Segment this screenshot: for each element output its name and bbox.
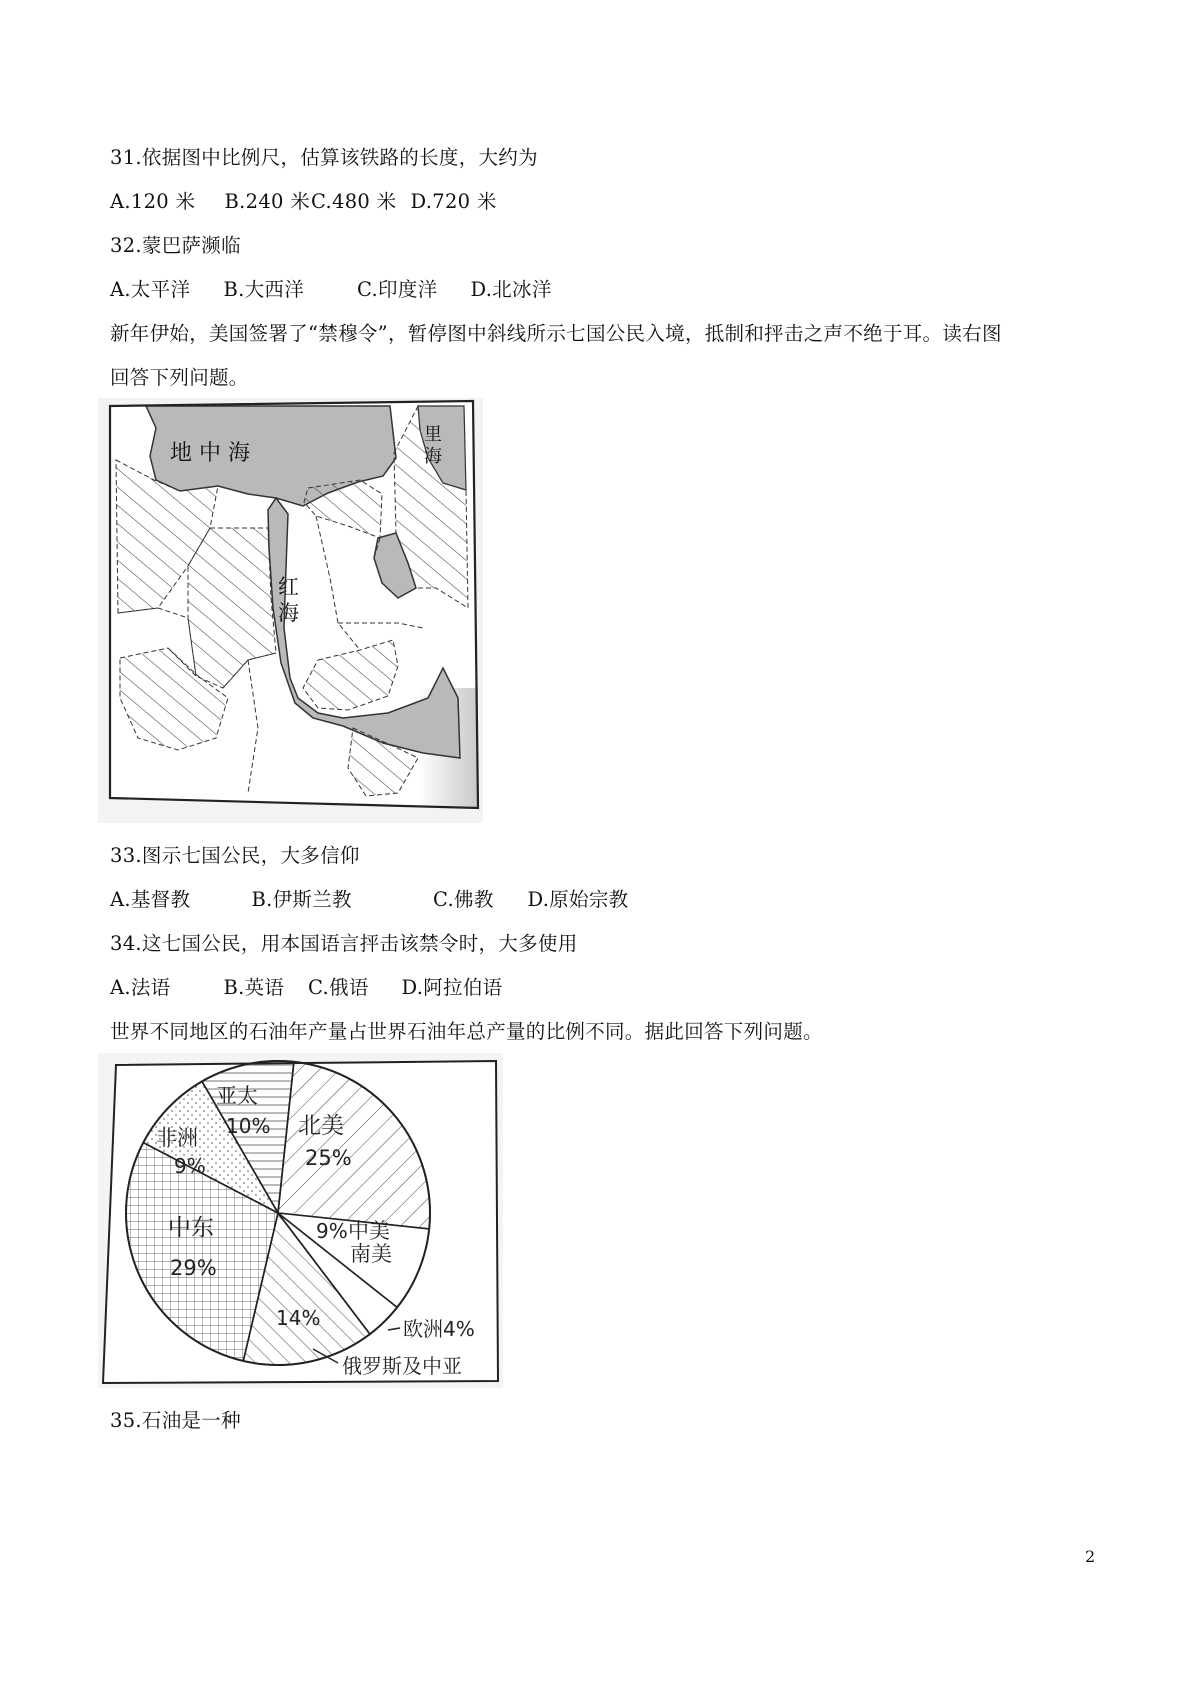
- travel-ban-intro-line-1: 新年伊始，美国签署了“禁穆令”，暂停图中斜线所示七国公民入境，抵制和抨击之声不绝于耳。读右图: [110, 322, 1002, 345]
- label-central-south-america-name-2: 南美: [350, 1242, 392, 1266]
- option-b: B.240 米: [224, 190, 311, 213]
- oil-intro: 世界不同地区的石油年产量占世界石油年总产量的比例不同。据此回答下列问题。: [110, 1020, 823, 1043]
- label-north-america-name: 北美: [298, 1113, 344, 1139]
- label-russia-name: 俄罗斯及中亚: [342, 1354, 462, 1378]
- label-asia-pacific-name: 亚太: [216, 1084, 258, 1108]
- label-caspian-1: 里: [424, 424, 442, 445]
- question-34-stem: 34.这七国公民，用本国语言抨击该禁令时，大多使用: [110, 932, 578, 955]
- question-32-options: [110, 274, 552, 302]
- travel-ban-intro-line-2: 回答下列问题。: [110, 366, 249, 389]
- question-35-stem: 35.石油是一种: [110, 1409, 241, 1432]
- page-number: 2: [1085, 1547, 1096, 1566]
- question-31-stem: 31.依据图中比例尺，估算该铁路的长度，大约为: [110, 146, 538, 169]
- option-b: B.伊斯兰教: [251, 888, 352, 911]
- oil-production-pie-figure: [98, 1053, 503, 1388]
- label-europe: 欧洲4%: [403, 1317, 475, 1341]
- label-red-sea-1: 红: [278, 575, 299, 599]
- label-russia-value: 14%: [276, 1306, 321, 1330]
- question-33-options: [110, 884, 628, 912]
- question-33-stem: 33.图示七国公民，大多信仰: [110, 844, 360, 867]
- question-31-options: [110, 186, 497, 214]
- label-middle-east-name: 中东: [168, 1215, 214, 1241]
- oil-production-pie-chart: [98, 1053, 503, 1388]
- middle-east-map: [98, 398, 483, 823]
- option-c: C.印度洋: [357, 278, 438, 301]
- label-asia-pacific-value: 10%: [226, 1114, 271, 1138]
- option-c: C.480 米: [311, 190, 397, 213]
- label-central-south-america-value: 9%: [316, 1219, 348, 1243]
- label-central-south-america-name-1: 中美: [348, 1219, 390, 1243]
- question-32-stem: 32.蒙巴萨濒临: [110, 234, 241, 257]
- label-middle-east-value: 29%: [170, 1256, 217, 1280]
- question-34-options: [110, 972, 502, 1000]
- option-c: C.俄语: [308, 976, 369, 999]
- label-caspian-2: 海: [424, 446, 442, 467]
- middle-east-map-figure: [98, 398, 483, 823]
- option-c: C.佛教: [433, 888, 494, 911]
- option-d: D.阿拉伯语: [401, 976, 503, 999]
- option-a: A.太平洋: [110, 278, 191, 301]
- option-b: B.英语: [223, 976, 285, 999]
- label-africa-name: 非洲: [156, 1126, 198, 1150]
- label-north-america-value: 25%: [305, 1146, 352, 1170]
- option-d: D.原始宗教: [527, 888, 629, 911]
- label-red-sea-2: 海: [278, 601, 299, 625]
- option-a: A.法语: [110, 976, 171, 999]
- label-mediterranean: 地 中 海: [170, 441, 250, 466]
- option-b: B.大西洋: [223, 278, 305, 301]
- option-d: D.北冰洋: [470, 278, 552, 301]
- option-a: A.基督教: [110, 888, 191, 911]
- option-a: A.120 米: [110, 190, 196, 213]
- option-d: D.720 米: [410, 190, 497, 213]
- label-africa-value: 9%: [174, 1154, 206, 1178]
